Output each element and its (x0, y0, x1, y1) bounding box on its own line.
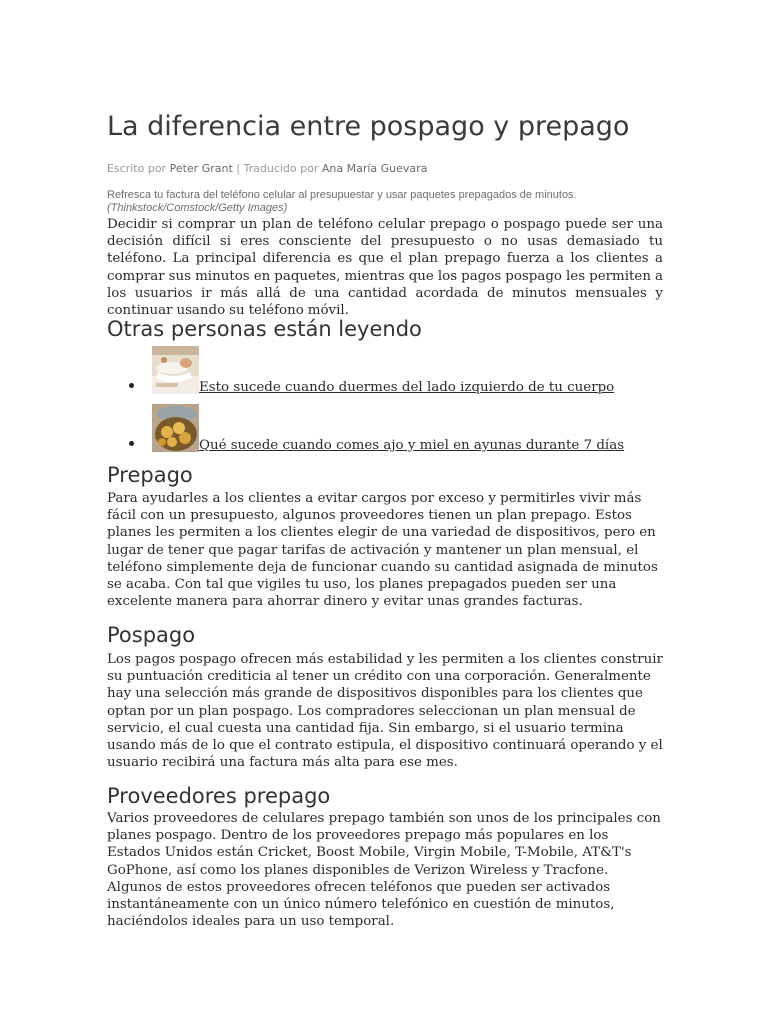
related-link-garlic-honey[interactable]: Qué sucede cuando comes ajo y miel en ayunas durante 7 días (199, 438, 625, 453)
section-heading-prepago: Prepago (107, 463, 193, 487)
byline-separator: | (236, 162, 240, 175)
section-body-proveedores: Varios proveedores de celulares prepago también son unos de los principales con planes pospago. Dentro de los proveedores prepago más populares en los Estados Unidos están Cricket, Boost Mobile, Virgin Mobile, T-Mobile, AT&T's GoPhone, así como los planes disponibles de Verizon Wireless y Tracfone. Algunos de estos proveedores ofrecen teléfonos que pueden ser activados instantáneamente con un único número telefónico en cuestión de minutos, haciéndolos ideales para un uso temporal. (107, 811, 661, 930)
section-heading-pospago: Pospago (107, 623, 196, 647)
intro-paragraph: Decidir si comprar un plan de teléfono celular prepago o pospago puede ser una decisión difícil si eres consciente del presupuesto o no usas demasiado tu teléfono. La principal diferencia es que el plan prepago fuerza a los clientes a comprar sus minutos en paquetes, mientras que los pagos pospago les permiten a los usuarios ir más allá de una cantidad acordada de minutos mensuales y continuar usando su teléfono móvil. (107, 217, 663, 319)
byline-translated-prefix: Traducido por (243, 162, 319, 175)
related-heading: Otras personas están leyendo (107, 317, 422, 341)
byline (107, 161, 427, 177)
garlic-honey-jar-thumbnail-icon[interactable] (152, 404, 199, 452)
related-list (107, 346, 663, 462)
translator-name[interactable]: Ana María Guevara (321, 162, 428, 175)
related-item (107, 346, 663, 404)
page-title: La diferencia entre pospago y prepago (107, 111, 630, 142)
sleeping-person-thumbnail-icon[interactable] (152, 346, 199, 394)
section-body-pospago: Los pagos pospago ofrecen más estabilidad y les permiten a los clientes construir su puntuación crediticia al tener un crédito con una corporación. Generalmente hay una selección más grande de dispositivos disponibles para los clientes que optan por un plan pospago. Los compradores seleccionan un plan mensual de servicio, el cual cuesta una cantidad fija. Sin embargo, si el usuario termina usando más de lo que el contrato estipula, el dispositivo continuará operando y el usuario recibirá una factura más alta para ese mes. (107, 652, 663, 771)
section-body-prepago: Para ayudarles a los clientes a evitar cargos por exceso y permitirles vivir más fácil con un presupuesto, algunos proveedores tienen un plan prepago. Estos planes les permiten a los clientes elegir de una variedad de dispositivos, pero en lugar de tener que pagar tarifas de activación y mantener un plan mensual, el teléfono simplemente deja de funcionar cuando su cantidad asignada de minutos se acaba. Con tal que vigiles tu uso, los planes prepagados pueden ser una excelente manera para ahorrar dinero y evitar unas grandes facturas. (107, 491, 658, 610)
image-credit: (Thinkstock/Comstock/Getty Images) (107, 202, 288, 214)
bullet-icon (129, 441, 134, 446)
section-heading-proveedores: Proveedores prepago (107, 784, 331, 808)
image-caption (107, 189, 663, 215)
byline-written-prefix: Escrito por (107, 162, 167, 175)
bullet-icon (129, 383, 134, 388)
author-name[interactable]: Peter Grant (169, 162, 233, 175)
related-item (107, 404, 663, 462)
image-caption-text: Refresca tu factura del teléfono celular al presupuestar y usar paquetes prepagados de minutos. (107, 189, 577, 201)
related-link-sleep[interactable]: Esto sucede cuando duermes del lado izquierdo de tu cuerpo (199, 380, 615, 395)
